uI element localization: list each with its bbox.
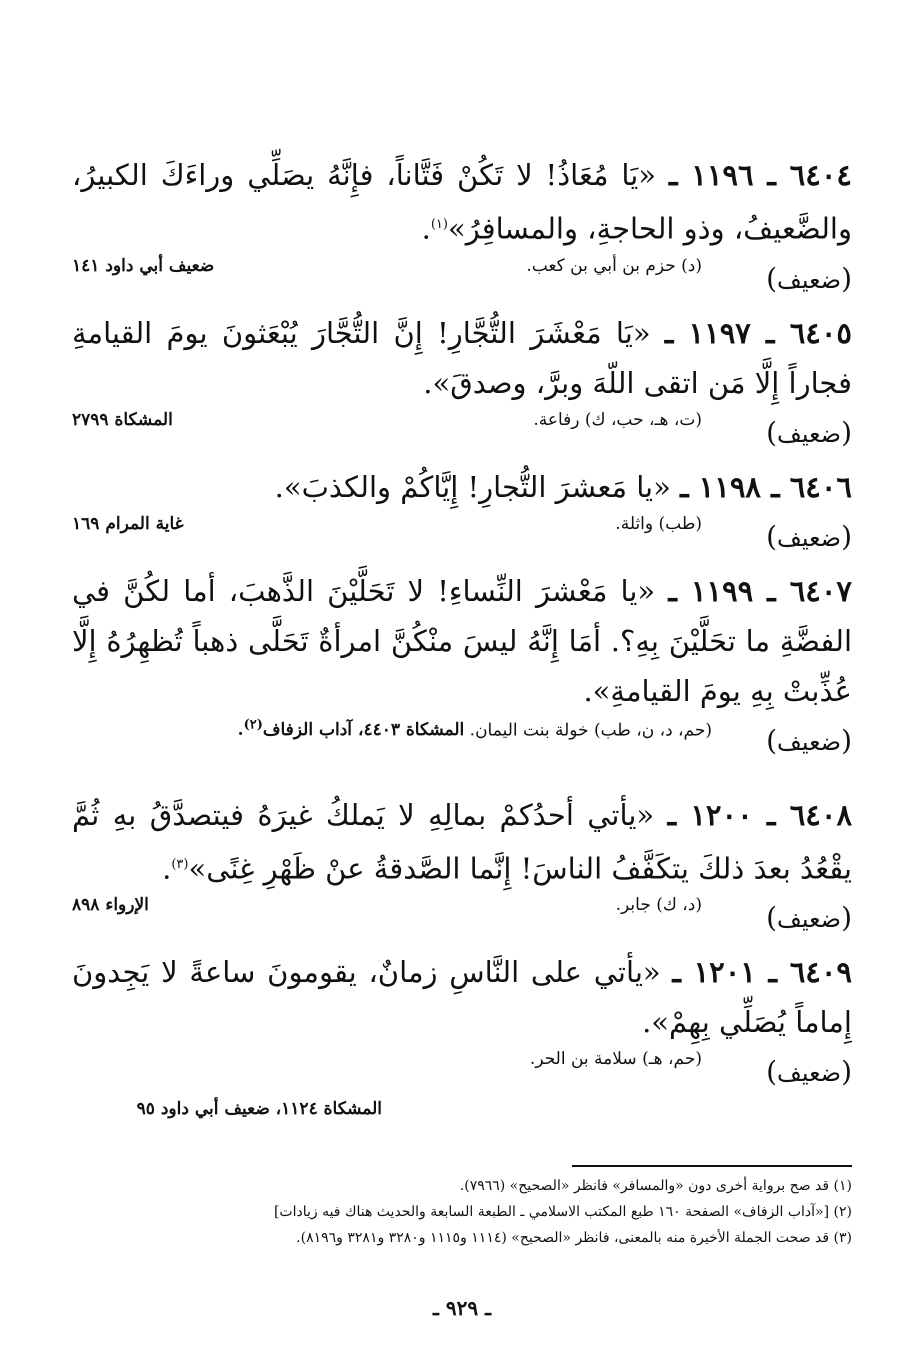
- source-citation: (طب) واثلة.: [615, 513, 702, 534]
- reference-ending: .: [237, 720, 244, 741]
- hadith-entry: [72, 566, 852, 716]
- reference-citation: المشكاة ١١٢٤، ضعيف أبي داود ٩٥: [136, 1099, 382, 1120]
- hadith-ending: .: [421, 211, 431, 246]
- grade-label: (ضعيف): [766, 901, 852, 935]
- hadith-text: «يأتي على النَّاسِ زمانٌ، يقومونَ ساعةً لا يَجِدونَ إِماماً يُصَلِّي بِهِمْ».: [72, 955, 852, 1040]
- grade-text: ضعيف: [777, 523, 842, 552]
- page-number: ـ ٩٢٩ ـ: [433, 1296, 491, 1320]
- grade-row: [72, 256, 852, 300]
- hadith-number: ٦٤٠٧ ـ ١١٩٩ ـ: [668, 573, 852, 608]
- grade-text: ضعيف: [777, 727, 842, 756]
- hadith-text: «يَا مَعْشَرَ التُّجَّارِ! إِنَّ التُّجَّارَ يُبْعَثونَ يومَ القيامةِ فجاراً إِلَّا مَن اتقى اللّهَ وبرَّ، وصدقَ».: [72, 315, 852, 400]
- hadith-list: [72, 150, 852, 1119]
- grade-row: [72, 514, 852, 558]
- hadith-text: «يا مَعْشرَ النِّساءِ! لا تَحَلَّيْنَ الذَّهبَ، أما لكُنَّ في الفضَّةِ ما تحَلَّيْنَ بِهِ؟. أمَا إِنَّهُ ليسَ منْكُنَّ امرأةٌ تَحَلَّى ذهباً تُظهِرُهُ إِلَّا عُذِّبتْ بِهِ يومَ القيامةِ».: [72, 573, 852, 708]
- source-citation: (د، ك) جابر.: [615, 895, 702, 916]
- hadith-text: «يا مَعشرَ التُّجارِ! إِيَّاكُمْ والكذبَ».: [274, 469, 671, 504]
- footnote-mark: (٢): [243, 717, 263, 733]
- grade-row: [72, 895, 852, 939]
- reference-citation: الإرواء ٨٩٨: [72, 895, 149, 916]
- reference-citation: [237, 717, 465, 741]
- hadith-entry: [72, 790, 852, 894]
- reference-text: المشكاة ٤٤٠٣، آداب الزفاف: [262, 720, 465, 741]
- footnote: (٣) قد صحت الجملة الأخيرة منه بالمعنى، فانظر «الصحيح» (١١١٤ و١١١٥ و٣٢٨٠ و٣٢٨١ و٨١٩٦).: [296, 1230, 852, 1246]
- grade-text: ضعيف: [777, 1059, 842, 1088]
- grade-label: (ضعيف): [766, 415, 852, 449]
- grade-label: (ضعيف): [766, 519, 852, 553]
- source-citation: [238, 718, 712, 741]
- hadith-entry: [72, 308, 852, 408]
- hadith-number: ٦٤٠٥ ـ ١١٩٧ ـ: [664, 315, 853, 350]
- hadith-number: ٦٤٠٨ ـ ١٢٠٠ ـ: [667, 797, 853, 832]
- footnote-mark: (١): [430, 217, 448, 232]
- source-citation: (ت، هـ، حب، ك) رفاعة.: [533, 409, 702, 430]
- grade-label: (ضعيف): [766, 261, 852, 295]
- source-citation: (حم، هـ) سلامة بن الحر.: [529, 1049, 702, 1070]
- grade-label: (ضعيف): [766, 723, 852, 757]
- source-citation: (د) حزم بن أبي بن كعب.: [526, 255, 702, 276]
- grade-text: ضعيف: [777, 419, 842, 448]
- footnotes: [72, 1165, 852, 1251]
- grade-label: (ضعيف): [766, 1055, 852, 1089]
- reference-citation: ضعيف أبي داود ١٤١: [72, 255, 215, 276]
- footnote: (١) قد صح برواية أخرى دون «والمسافر» فانظر «الصحيح» (٧٩٦٦).: [459, 1178, 852, 1194]
- hadith-entry: [72, 150, 852, 254]
- source-text: (حم، د، ن، طب) خولة بنت اليمان.: [469, 720, 712, 741]
- hadith-ending: .: [162, 851, 172, 886]
- reference-citation: غاية المرام ١٦٩: [72, 513, 184, 534]
- footnote: (٢) [«آداب الزفاف» الصفحة ١٦٠ طبع المكتب الاسلامي ـ الطبعة السابعة والحديث هناك فيه زيادات]: [273, 1204, 852, 1220]
- hadith-entry: [72, 462, 852, 512]
- grade-row: [72, 1049, 852, 1093]
- grade-row: [72, 718, 852, 762]
- footnote-divider: [572, 1165, 852, 1167]
- grade-text: ضعيف: [777, 905, 842, 934]
- reference-citation: المشكاة ٢٧٩٩: [72, 409, 173, 430]
- footnote-mark: (٣): [171, 856, 189, 872]
- grade-row: [72, 410, 852, 454]
- hadith-text: «يأتي أحدُكمْ بمالِهِ لا يَملكُ غيرَهُ فيتصدَّقُ بهِ ثُمَّ يقْعُدُ بعدَ ذلكَ يتكَفَّفُ الناسَ! إِنَّما الصَّدقةُ عنْ ظَهْرِ غِنًى»: [72, 797, 852, 886]
- hadith-number: ٦٤٠٤ ـ ١١٩٦ ـ: [668, 158, 852, 192]
- hadith-text: «يَا مُعَاذُ! لا تَكُنْ فَتَّاناً، فإِنَّهُ يصَلِّي وراءَكَ الكبيرُ، والضَّعيفُ، وذو الحاجةِ، والمسافِرُ»: [72, 158, 852, 246]
- hadith-number: ٦٤٠٦ ـ ١١٩٨ ـ: [680, 469, 852, 504]
- hadith-entry: [72, 947, 852, 1047]
- grade-text: ضعيف: [777, 265, 842, 294]
- hadith-number: ٦٤٠٩ ـ ١٢٠١ ـ: [672, 955, 852, 990]
